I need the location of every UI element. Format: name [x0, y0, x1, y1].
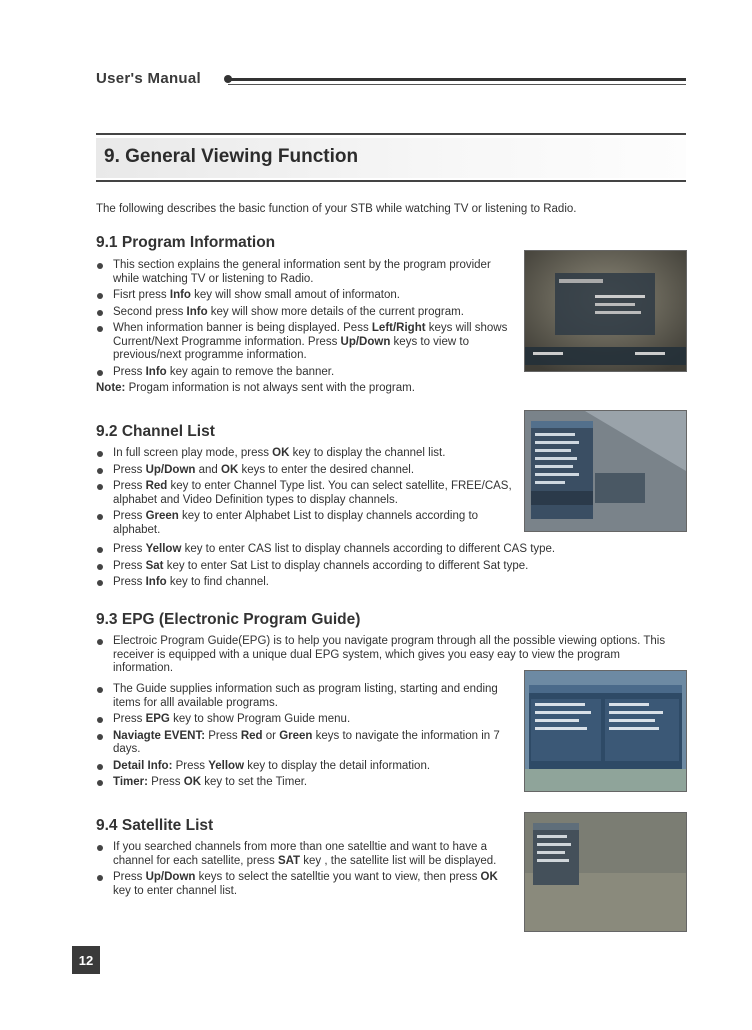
section-rule-top [96, 133, 686, 135]
list-item: Press EPG key to show Program Guide menu. [96, 713, 514, 727]
section-9-4 [96, 817, 500, 901]
section-9-1 [96, 234, 516, 394]
epg-image [525, 671, 686, 791]
list-9-2 [96, 447, 516, 537]
header-rule [228, 78, 686, 81]
section-9-3 [96, 611, 696, 679]
program-info-screenshot [524, 250, 687, 372]
list-9-2-wide [96, 543, 696, 590]
satellite-list-screenshot [524, 812, 687, 932]
list-item: In full screen play mode, press OK key to display the channel list. [96, 447, 516, 461]
list-item: Press Red key to enter Channel Type list. You can select satellite, FREE/CAS, alphabet and Video Definition types to display channels. [96, 480, 516, 507]
heading-9-2: 9.2 Channel List [96, 423, 215, 440]
section-intro: The following describes the basic function of your STB while watching TV or listening to Radio. [96, 203, 577, 215]
program-info-image [525, 251, 686, 371]
section-rule-bottom [96, 180, 686, 182]
list-item: Press Up/Down keys to select the satelltie you want to view, then press OK key to enter channel list. [96, 871, 500, 898]
list-item: Naviagte EVENT: Press Red or Green keys to navigate the information in 7 days. [96, 730, 514, 757]
heading-9-1: 9.1 Program Information [96, 234, 276, 251]
list-item: This section explains the general information sent by the program provider while watching TV or listening to Radio. [96, 259, 516, 286]
list-item: Detail Info: Press Yellow key to display the detail information. [96, 760, 514, 774]
section-title: 9. General Viewing Function [104, 146, 359, 167]
satellite-list-image [525, 813, 686, 931]
channel-list-screenshot [524, 410, 687, 532]
list-item: Fisrt press Info key will show small amout of informaton. [96, 289, 516, 303]
list-item: If you searched channels from more than one satelltie and want to have a channel for each satellite, press SAT key , the satellite list will be displayed. [96, 841, 500, 868]
list-9-3-cont [96, 683, 514, 790]
list-item: When information banner is being displayed. Pess Left/Right keys will shows Current/Next Programme information. Press Up/Down keys to view to previous/next programme information. [96, 322, 516, 363]
list-item: Press Yellow key to enter CAS list to display channels according to different CAS type. [96, 543, 696, 557]
list-item: The Guide supplies information such as program listing, starting and ending items for alll available programs. [96, 683, 514, 710]
list-item: Press Green key to enter Alphabet List to display channels according to alphabet. [96, 510, 516, 537]
list-item: Press Up/Down and OK keys to enter the desired channel. [96, 464, 516, 478]
heading-9-3: 9.3 EPG (Electronic Program Guide) [96, 611, 361, 628]
header-rule-thin [228, 84, 686, 85]
note-9-1: Note: Progam information is not always sent with the program. [96, 382, 415, 394]
epg-screenshot [524, 670, 687, 792]
list-item: Press Info key again to remove the banner. [96, 366, 516, 380]
list-item: Second press Info key will show more details of the current program. [96, 306, 516, 320]
heading-9-4: 9.4 Satellite List [96, 817, 214, 834]
list-9-4 [96, 841, 500, 898]
list-item: Timer: Press OK key to set the Timer. [96, 776, 514, 790]
channel-list-image [525, 411, 686, 531]
page-number: 12 [72, 946, 100, 974]
section-9-3-cont [96, 683, 514, 793]
section-9-2 [96, 423, 516, 540]
list-9-1 [96, 259, 516, 379]
section-9-2-wide [96, 543, 696, 593]
list-item: Press Info key to find channel. [96, 576, 696, 590]
list-item: Electroic Program Guide(EPG) is to help you navigate program through all the possible viewing options. This receiver is equipped with a unique dual EPG system, which gives you easy eay to view the program information. [96, 635, 673, 676]
manual-header-title: User's Manual [96, 70, 202, 87]
list-item: Press Sat key to enter Sat List to display channels according to different Sat type. [96, 560, 696, 574]
